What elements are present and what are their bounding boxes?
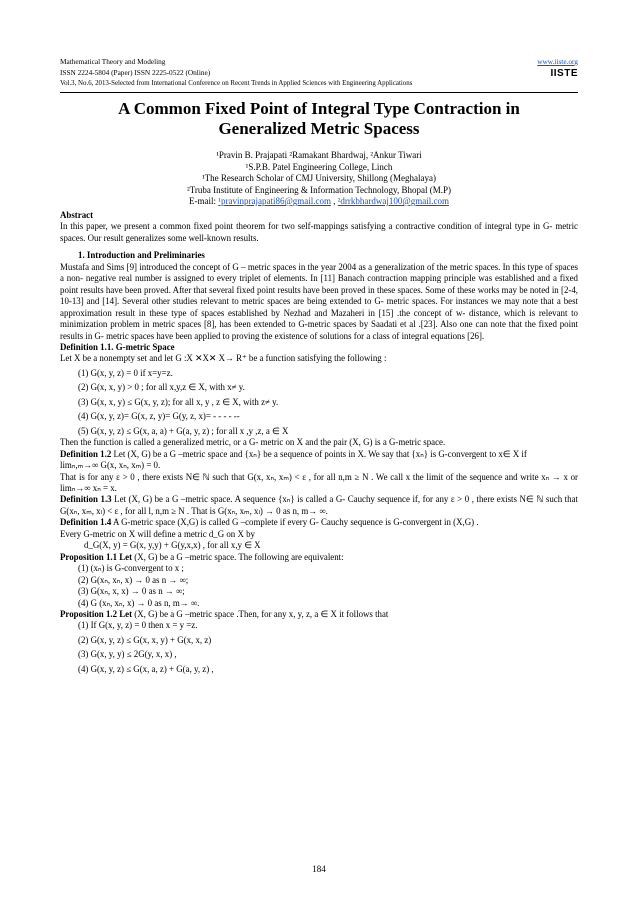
- definition-1-4: [60, 517, 578, 528]
- proposition-1-2-label: Proposition 1.2 Let: [60, 608, 133, 619]
- intro-paragraph: Mustafa and Sims [9] introduced the concept of G – metric spaces in the year 2004 as a generalization of the metric spaces. In this type of spaces a non- negative real number is assigned to every triplet of elements. In [11] Banach contraction mapping principle was established and a fixed point results have been proved. After that several fixed point results have been proved in these spaces. Some of these works may be noted in [2-4, 10-13] and [14]. Several other studies relevant to metric spaces are being extended to G- metric spaces. For instances we may note that a best approximation result in these type of spaces established by Nezhad and Mazaheri in [15] .the concept of w- distance, which is relevant to minimization problem in metric spaces [8], has been extended to G-metric spaces by Saadati et al .[23]. Also one can note that the fixed point results in G- metric spaces have been applied to proving the existence of solutions for a class of integral equations [26].: [60, 261, 578, 341]
- section-1-heading: 1. Introduction and Preliminaries: [78, 250, 205, 261]
- email-link-1[interactable]: ¹pravinprajapati86@gmail.com: [218, 196, 331, 206]
- title-line-2: Generalized Metric Spacess: [218, 119, 420, 138]
- affiliation-1: ¹S.P.B. Patel Engineering College, Linch: [245, 161, 393, 172]
- definition-1-2-limit: limₙ,ₘ→∞ G(x, xₙ, xₘ) = 0.: [60, 460, 161, 471]
- page-number: 184: [312, 864, 326, 874]
- definition-1-2-label: Definition 1.2: [60, 448, 112, 459]
- title-line-1: A Common Fixed Point of Integral Type Contraction in: [118, 99, 520, 118]
- proposition-1-1: [60, 552, 578, 563]
- iiste-logo: IISTE: [550, 68, 578, 79]
- authors-block: [60, 150, 578, 208]
- abstract-heading: Abstract: [60, 210, 94, 220]
- author-names: ¹Pravin B. Prajapati ²Ramakant Bhardwaj, ²Ankur Tiwari: [216, 150, 422, 160]
- proposition-1-1-text: (X, G) be a G –metric space. The following are equivalent:: [132, 551, 344, 562]
- proposition-1-1-label: Proposition 1.1 Let: [60, 551, 133, 562]
- proposition-1-2-text: (X, G) be a G –metric space .Then, for any x, y, z, a ∈ X it follows that: [132, 608, 389, 619]
- definition-1-2-text-2: That is for any ε > 0 , there exists N∈ ℕ such that G(x, xₙ, xₘ) < ε , for all n,m ≥ N . We call x the limit of the sequence and write xₙ → x or limₙ→∞ xₙ = x.: [60, 471, 578, 493]
- dg-metric-formula: d_G(X, y) = G(x, y,y) + G(y,x,x) , for all x,y ∈ X: [84, 540, 261, 551]
- proposition-1-1-item: (4) G (xₙ, xₙ, x) → 0 as n, m→ ∞.: [78, 597, 200, 608]
- affiliation-3: ²Truba Institute of Engineering & Information Technology, Bhopal (M.P): [187, 184, 451, 195]
- email-link-2[interactable]: ²drrkbhardwaj100@gmail.com: [337, 196, 449, 206]
- definition-1-4-text: A G-metric space (X,G) is called G –complete if every G- Cauchy sequence is G-convergent in (X,G) .: [111, 517, 479, 528]
- volume-line: Vol.3, No.6, 2013-Selected from International Conference on Recent Trends in Applied Sciences with Engineering Applications: [60, 80, 413, 87]
- proposition-1-1-item: (3) G(xₙ, x, x) → 0 as n → ∞;: [78, 586, 185, 597]
- issn-line: ISSN 2224-5804 (Paper) ISSN 2225-0522 (Online): [60, 68, 211, 77]
- paper-body: [60, 210, 578, 675]
- dg-metric-text: Every G-metric on X will define a metric d_G on X by: [60, 528, 255, 539]
- definition-1-1-item: (2) G(x, x, y) > 0 ; for all x,y,z ∈ X, with x≠ y.: [78, 382, 245, 393]
- abstract-text: In this paper, we present a common fixed point theorem for two self-mappings satisfying a contractive condition of integral type in G- metric spaces. Our result generalizes some well-known results.: [60, 221, 578, 243]
- proposition-1-2: [60, 609, 578, 620]
- definition-1-1-item: (3) G(x, x, y) ≤ G(x, y, z); for all x, y , z ∈ X, with z≠ y.: [78, 396, 279, 407]
- proposition-1-2-item: (4) G(x, y, z) ≤ G(x, a, z) + G(a, y, z) ,: [78, 663, 214, 674]
- definition-1-2: [60, 449, 578, 460]
- affiliation-2: ¹The Research Scholar of CMJ University, Shillong (Meghalaya): [201, 173, 437, 183]
- header-rule: [60, 92, 578, 93]
- definition-1-1-text: Let X be a nonempty set and let G :X ✕X✕ X→ R⁺ be a function satisfying the following :: [60, 353, 387, 364]
- definition-1-1-item: (1) G(x, y, z) = 0 if x=y=z.: [78, 367, 173, 378]
- proposition-1-2-item: (2) G(x, y, z) ≤ G(x, x, y) + G(x, x, z): [78, 634, 212, 645]
- email-line: [60, 196, 578, 208]
- proposition-1-1-item: (1) (xₙ) is G-convergent to x ;: [78, 563, 184, 574]
- email-label: E-mail:: [189, 196, 219, 206]
- definition-1-3-label: Definition 1.3: [60, 494, 112, 505]
- paper-title: [60, 99, 578, 139]
- journal-name: Mathematical Theory and Modeling: [60, 57, 166, 66]
- email-separator: ,: [330, 196, 338, 206]
- definition-1-3: [60, 494, 578, 517]
- definition-1-2-text: Let (X, G) be a G –metric space and {xₙ} be a sequence of points in X. We say that {xₙ} is G-convergent to x∈ X if: [111, 448, 527, 459]
- proposition-1-1-item: (2) G(xₙ, xₙ, x) → 0 as n → ∞;: [78, 574, 189, 585]
- definition-1-3-text: Let (X, G) be a G –metric space. A sequence {xₙ} is called a G- Cauchy sequence if, for any ε > 0 , there exists N∈ ℕ such that G(xₙ, xₘ, xₗ) < ε , for all l, n,m ≥ N . That is G(xₙ, xₘ, xₗ) → 0 as n, m→ ∞.: [60, 494, 578, 516]
- definition-1-1-conclusion: Then the function is called a generalized metric, or a G- metric on X and the pair (X, G) is a G-metric space.: [60, 437, 446, 448]
- proposition-1-2-item: (3) G(x, y, y) ≤ 2G(y, x, x) ,: [78, 649, 177, 660]
- proposition-1-2-item: (1) If G(x, y, z) = 0 then x = y =z.: [78, 620, 198, 631]
- journal-website[interactable]: www.iiste.org: [537, 57, 578, 66]
- definition-1-4-label: Definition 1.4: [60, 517, 112, 528]
- definition-1-1-item: (4) G(x, y, z)= G(x, z, y)= G(y, z, x)= - - - - --: [78, 411, 240, 422]
- definition-1-1-heading: Definition 1.1. G-metric Space: [60, 341, 175, 352]
- definition-1-1-item: (5) G(x, y, z) ≤ G(x, a, a) + G(a, y, z) ; for all x ,y ,z, a ∈ X: [78, 425, 289, 436]
